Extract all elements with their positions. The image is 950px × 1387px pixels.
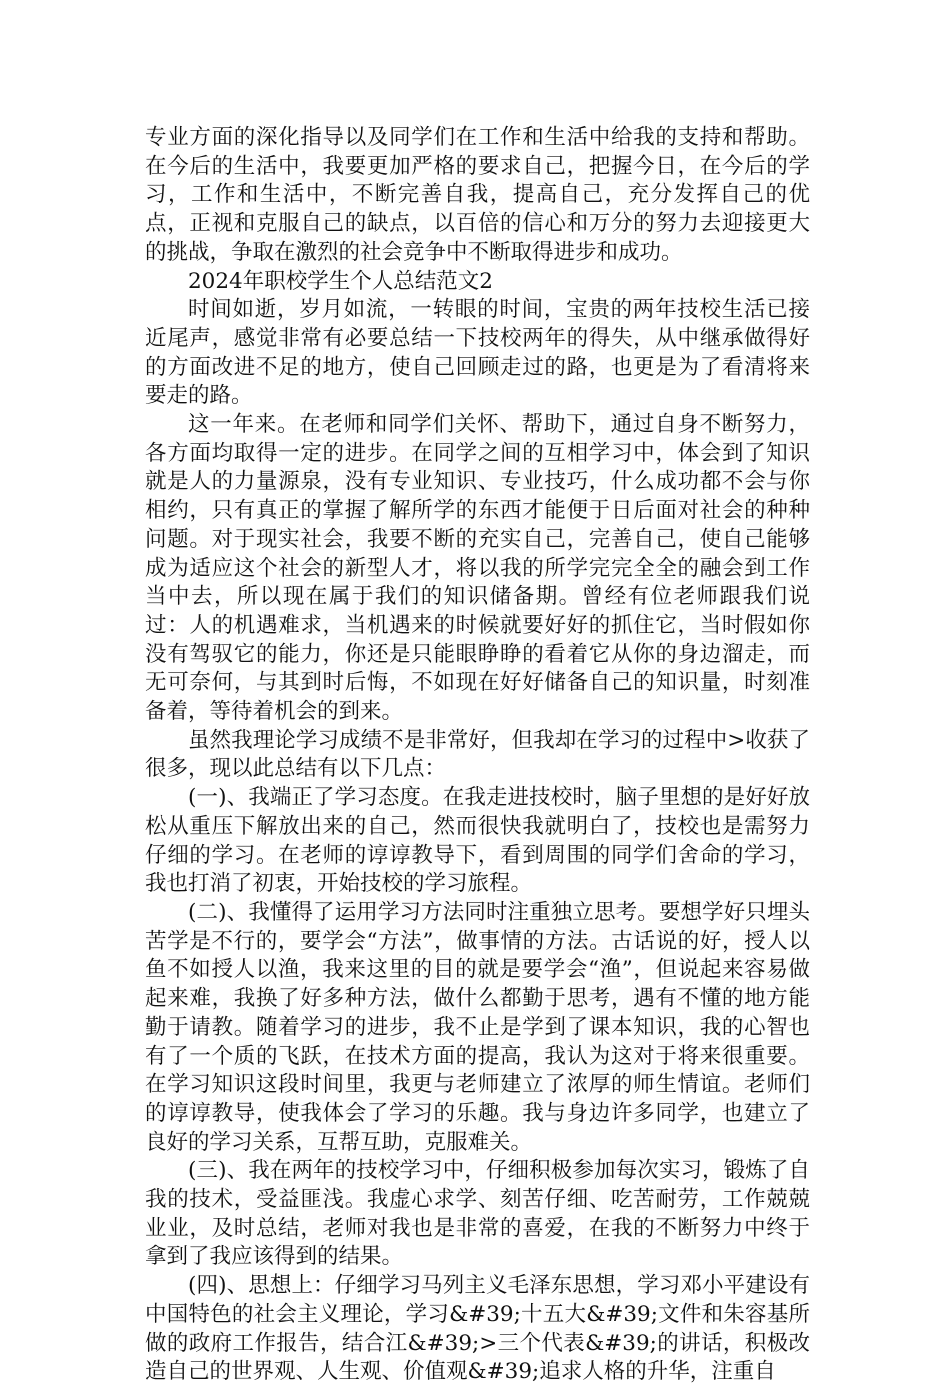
paragraph-point-4: (四)、思想上：仔细学习马列主义毛泽东思想，学习邓小平建设有中国特色的社会主义理论，学习&#39;十五大&#39;文件和朱容基所做的政府工作报告，结合江&#39;>三个代表&#39;的讲话，积极改造自己的世界观、人生观、价值观&#39;追求人格的升华，注重自 — [145, 1273, 810, 1385]
paragraph-point-1: (一)、我端正了学习态度。在我走进技校时，脑子里想的是好好放松从重压下解放出来的自己，然而很快我就明白了，技校也是需努力仔细的学习。在老师的谆谆教导下，看到周围的同学们舍命的学习，我也打消了初衷，开始技校的学习旅程。 — [145, 785, 810, 897]
paragraph-summary-lead: 虽然我理论学习成绩不是非常好，但我却在学习的过程中>收获了很多，现以此总结有以下几点： — [145, 727, 810, 782]
paragraph-continuation: 专业方面的深化指导以及同学们在工作和生活中给我的支持和帮助。在今后的生活中，我要更加严格的要求自己，把握今日，在今后的学习，工作和生活中，不断完善自我，提高自己，充分发挥自己的优点，正视和克服自己的缺点，以百倍的信心和万分的努力去迎接更大的挑战，争取在激烈的社会竞争中不断取得进步和成功。 — [145, 125, 810, 265]
document-body — [145, 124, 810, 1387]
paragraph-year-review: 这一年来。在老师和同学们关怀、帮助下，通过自身不断努力，各方面均取得一定的进步。在同学之间的互相学习中，体会到了知识就是人的力量源泉，没有专业知识、专业技巧，什么成功都不会与你相约，只有真正的掌握了解所学的东西才能便于日后面对社会的种种问题。对于现实社会，我要不断的充实自己，完善自己，使自己能够成为适应这个社会的新型人才，将以我的所学完完全全的融会到工作当中去，所以现在属于我们的知识储备期。曾经有位老师跟我们说过：人的机遇难求，当机遇来的时候就要好好的抓住它，当时假如你没有驾驭它的能力，你还是只能眼睁睁的看着它从你的身边溜走，而无可奈何，与其到时后悔，不如现在好好储备自己的知识量，时刻准备着，等待着机会的到来。 — [145, 412, 810, 725]
section-heading: 2024年职校学生个人总结范文2 — [188, 268, 493, 294]
paragraph-point-2: (二)、我懂得了运用学习方法同时注重独立思考。要想学好只埋头苦学是不行的，要学会“方法”，做事情的方法。古话说的好，授人以鱼不如授人以渔，我来这里的目的就是要学会“渔”，但说起来容易做起来难，我换了好多种方法，做什么都勤于思考，遇有不懂的地方能勤于请教。随着学习的进步，我不止是学到了课本知识，我的心智也有了一个质的飞跃，在技术方面的提高，我认为这对于将来很重要。在学习知识这段时间里，我更与老师建立了浓厚的师生情谊。老师们的谆谆教导，使我体会了学习的乐趣。我与身边许多同学，也建立了良好的学习关系，互帮互助，克服难关。 — [145, 899, 810, 1155]
paragraph-point-3: (三)、我在两年的技校学习中，仔细积极参加每次实习，锻炼了自我的技术，受益匪浅。我虚心求学、刻苦仔细、吃苦耐劳，工作兢兢业业，及时总结，老师对我也是非常的喜爱，在我的不断努力中终于拿到了我应该得到的结果。 — [145, 1158, 810, 1270]
paragraph-intro: 时间如逝，岁月如流，一转眼的时间，宝贵的两年技校生活已接近尾声，感觉非常有必要总结一下技校两年的得失，从中继承做得好的方面改进不足的地方，使自己回顾走过的路，也更是为了看清将来要走的路。 — [145, 297, 810, 409]
